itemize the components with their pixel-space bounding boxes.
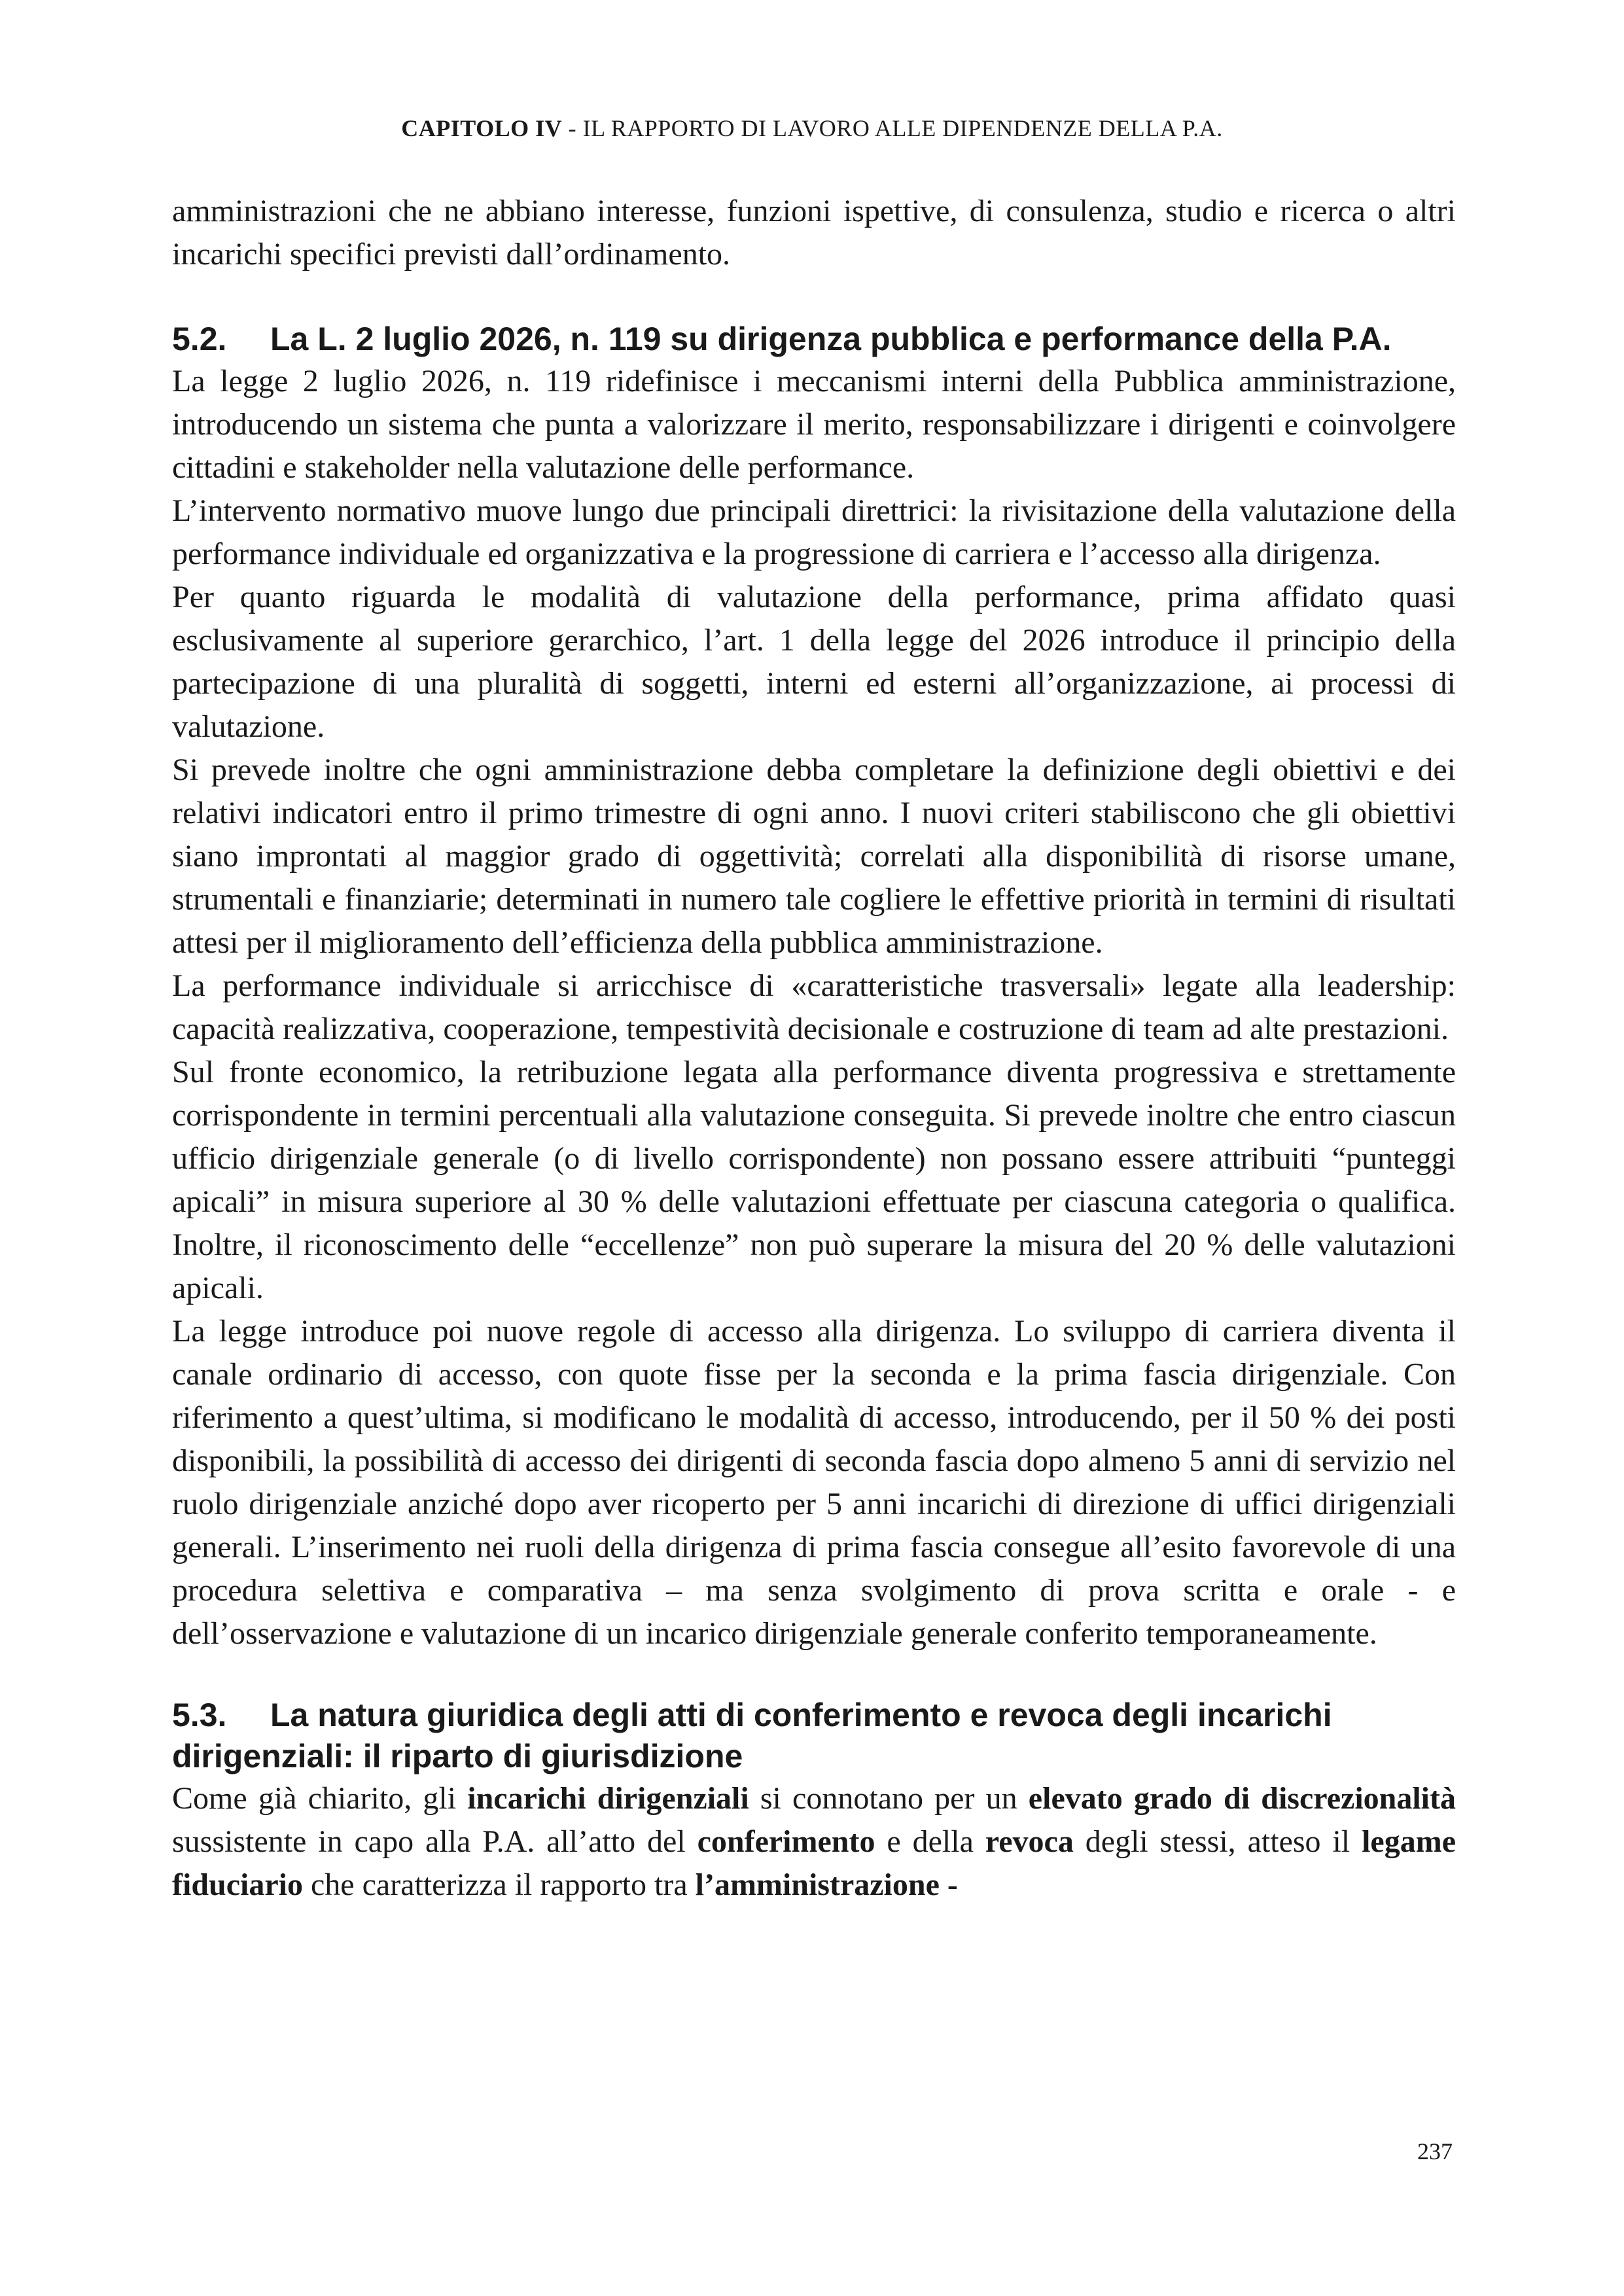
section-5-3-paragraph <box>172 1777 1456 1907</box>
bold-term: l’amministrazione - <box>695 1867 958 1902</box>
section-5-2-heading <box>172 319 1456 360</box>
running-header <box>0 116 1624 140</box>
section-5-2-paragraph-6: Sul fronte economico, la retribuzione legata alla performance diventa progressiva e strettamente corrispondente in termini percentuali alla valutazione conseguita. Si prevede inoltre che entro ciascun ufficio dirigenziale generale (o di livello corrispondente) non possano essere attribuiti “punteggi apicali” in misura superiore al 30 % delle valutazioni effettuate per ciascuna categoria o qualifica. Inoltre, il riconoscimento delle “eccellenze” non può superare la misura del 20 % delle valutazioni apicali. <box>172 1055 1456 1305</box>
text-run: e della <box>875 1824 985 1859</box>
text-run: degli stessi, atteso il <box>1073 1824 1362 1859</box>
bold-term: revoca <box>985 1824 1074 1859</box>
chapter-title: - IL RAPPORTO DI LAVORO ALLE DIPENDENZE DELLA P.A. <box>562 115 1223 141</box>
text-run: si connotano per un <box>749 1781 1029 1816</box>
section-5-2-title: La L. 2 luglio 2026, n. 119 su dirigenza pubblica e performance della P.A. <box>270 321 1392 357</box>
text-run: sussistente in capo alla P.A. all’atto del <box>172 1824 697 1859</box>
bold-term: legame fiduciario <box>172 1824 1456 1902</box>
section-5-2-paragraph-1: La legge 2 luglio 2026, n. 119 ridefinisce i meccanismi interni della Pubblica amministrazione, introducendo un sistema che punta a valorizzare il merito, responsabilizzare i dirigenti e coinvolgere cittadini e stakeholder nella valutazione delle performance. <box>172 364 1456 485</box>
bold-term: elevato grado di discrezionalità <box>1028 1781 1456 1816</box>
bold-term: conferimento <box>697 1824 875 1859</box>
section-5-2-paragraph-5: La performance individuale si arricchisce di «caratteristiche trasversali» legate alla leadership: capacità realizzativa, cooperazione, tempestività decisionale e costruzione di team ad alte prestazioni. <box>172 968 1456 1046</box>
chapter-label: CAPITOLO IV <box>401 115 563 141</box>
section-5-2-number: 5.2. <box>172 321 227 357</box>
section-5-2-paragraph-2: L’intervento normativo muove lungo due principali direttrici: la rivisitazione della valutazione della performance individuale ed organizzativa e la progressione di carriera e l’accesso alla dirigenza. <box>172 493 1456 571</box>
section-5-3-title: La natura giuridica degli atti di conferimento e revoca degli incarichi dirigenziali: il riparto di giurisdizione <box>172 1697 1332 1775</box>
intro-paragraph: amministrazioni che ne abbiano interesse, funzioni ispettive, di consulenza, studio e ricerca o altri incarichi specifici previsti dall’ordinamento. <box>172 194 1456 272</box>
section-5-2-paragraph-7: La legge introduce poi nuove regole di accesso alla dirigenza. Lo sviluppo di carriera diventa il canale ordinario di accesso, con quote fisse per la seconda e la prima fascia dirigenziale. Con riferimento a quest’ultima, si modificano le modalità di accesso, introducendo, per il 50 % dei posti disponibili, la possibilità di accesso dei dirigenti di seconda fascia dopo almeno 5 anni di servizio nel ruolo dirigenziale anziché dopo aver ricoperto per 5 anni incarichi di direzione di uffici dirigenziali generali. L’inserimento nei ruoli della dirigenza di prima fascia consegue all’esito favorevole di una procedura selettiva e comparativa – ma senza svolgimento di prova scritta e orale - e dell’osservazione e valutazione di un incarico dirigenziale generale conferito temporaneamente. <box>172 1314 1456 1651</box>
page-body <box>172 190 1456 1907</box>
page-number: 237 <box>1417 2138 1453 2164</box>
section-5-3-heading <box>172 1695 1456 1777</box>
text-run: Come già chiarito, gli <box>172 1781 468 1816</box>
section-5-2-paragraph-4: Si prevede inoltre che ogni amministrazione debba completare la definizione degli obiettivi e dei relativi indicatori entro il primo trimestre di ogni anno. I nuovi criteri stabiliscono che gli obiettivi siano improntati al maggior grado di oggettività; correlati alla disponibilità di risorse umane, strumentali e finanziarie; determinati in numero tale cogliere le effettive priorità in termini di risultati attesi per il miglioramento dell’efficienza della pubblica amministrazione. <box>172 752 1456 960</box>
section-5-2-paragraph-3: Per quanto riguarda le modalità di valutazione della performance, prima affidato quasi esclusivamente al superiore gerarchico, l’art. 1 della legge del 2026 introduce il principio della partecipazione di una pluralità di soggetti, interni ed esterni all’organizzazione, ai processi di valutazione. <box>172 580 1456 744</box>
text-run: che caratterizza il rapporto tra <box>303 1867 696 1902</box>
section-5-3-number: 5.3. <box>172 1697 227 1733</box>
bold-term: incarichi dirigenziali <box>467 1781 749 1816</box>
